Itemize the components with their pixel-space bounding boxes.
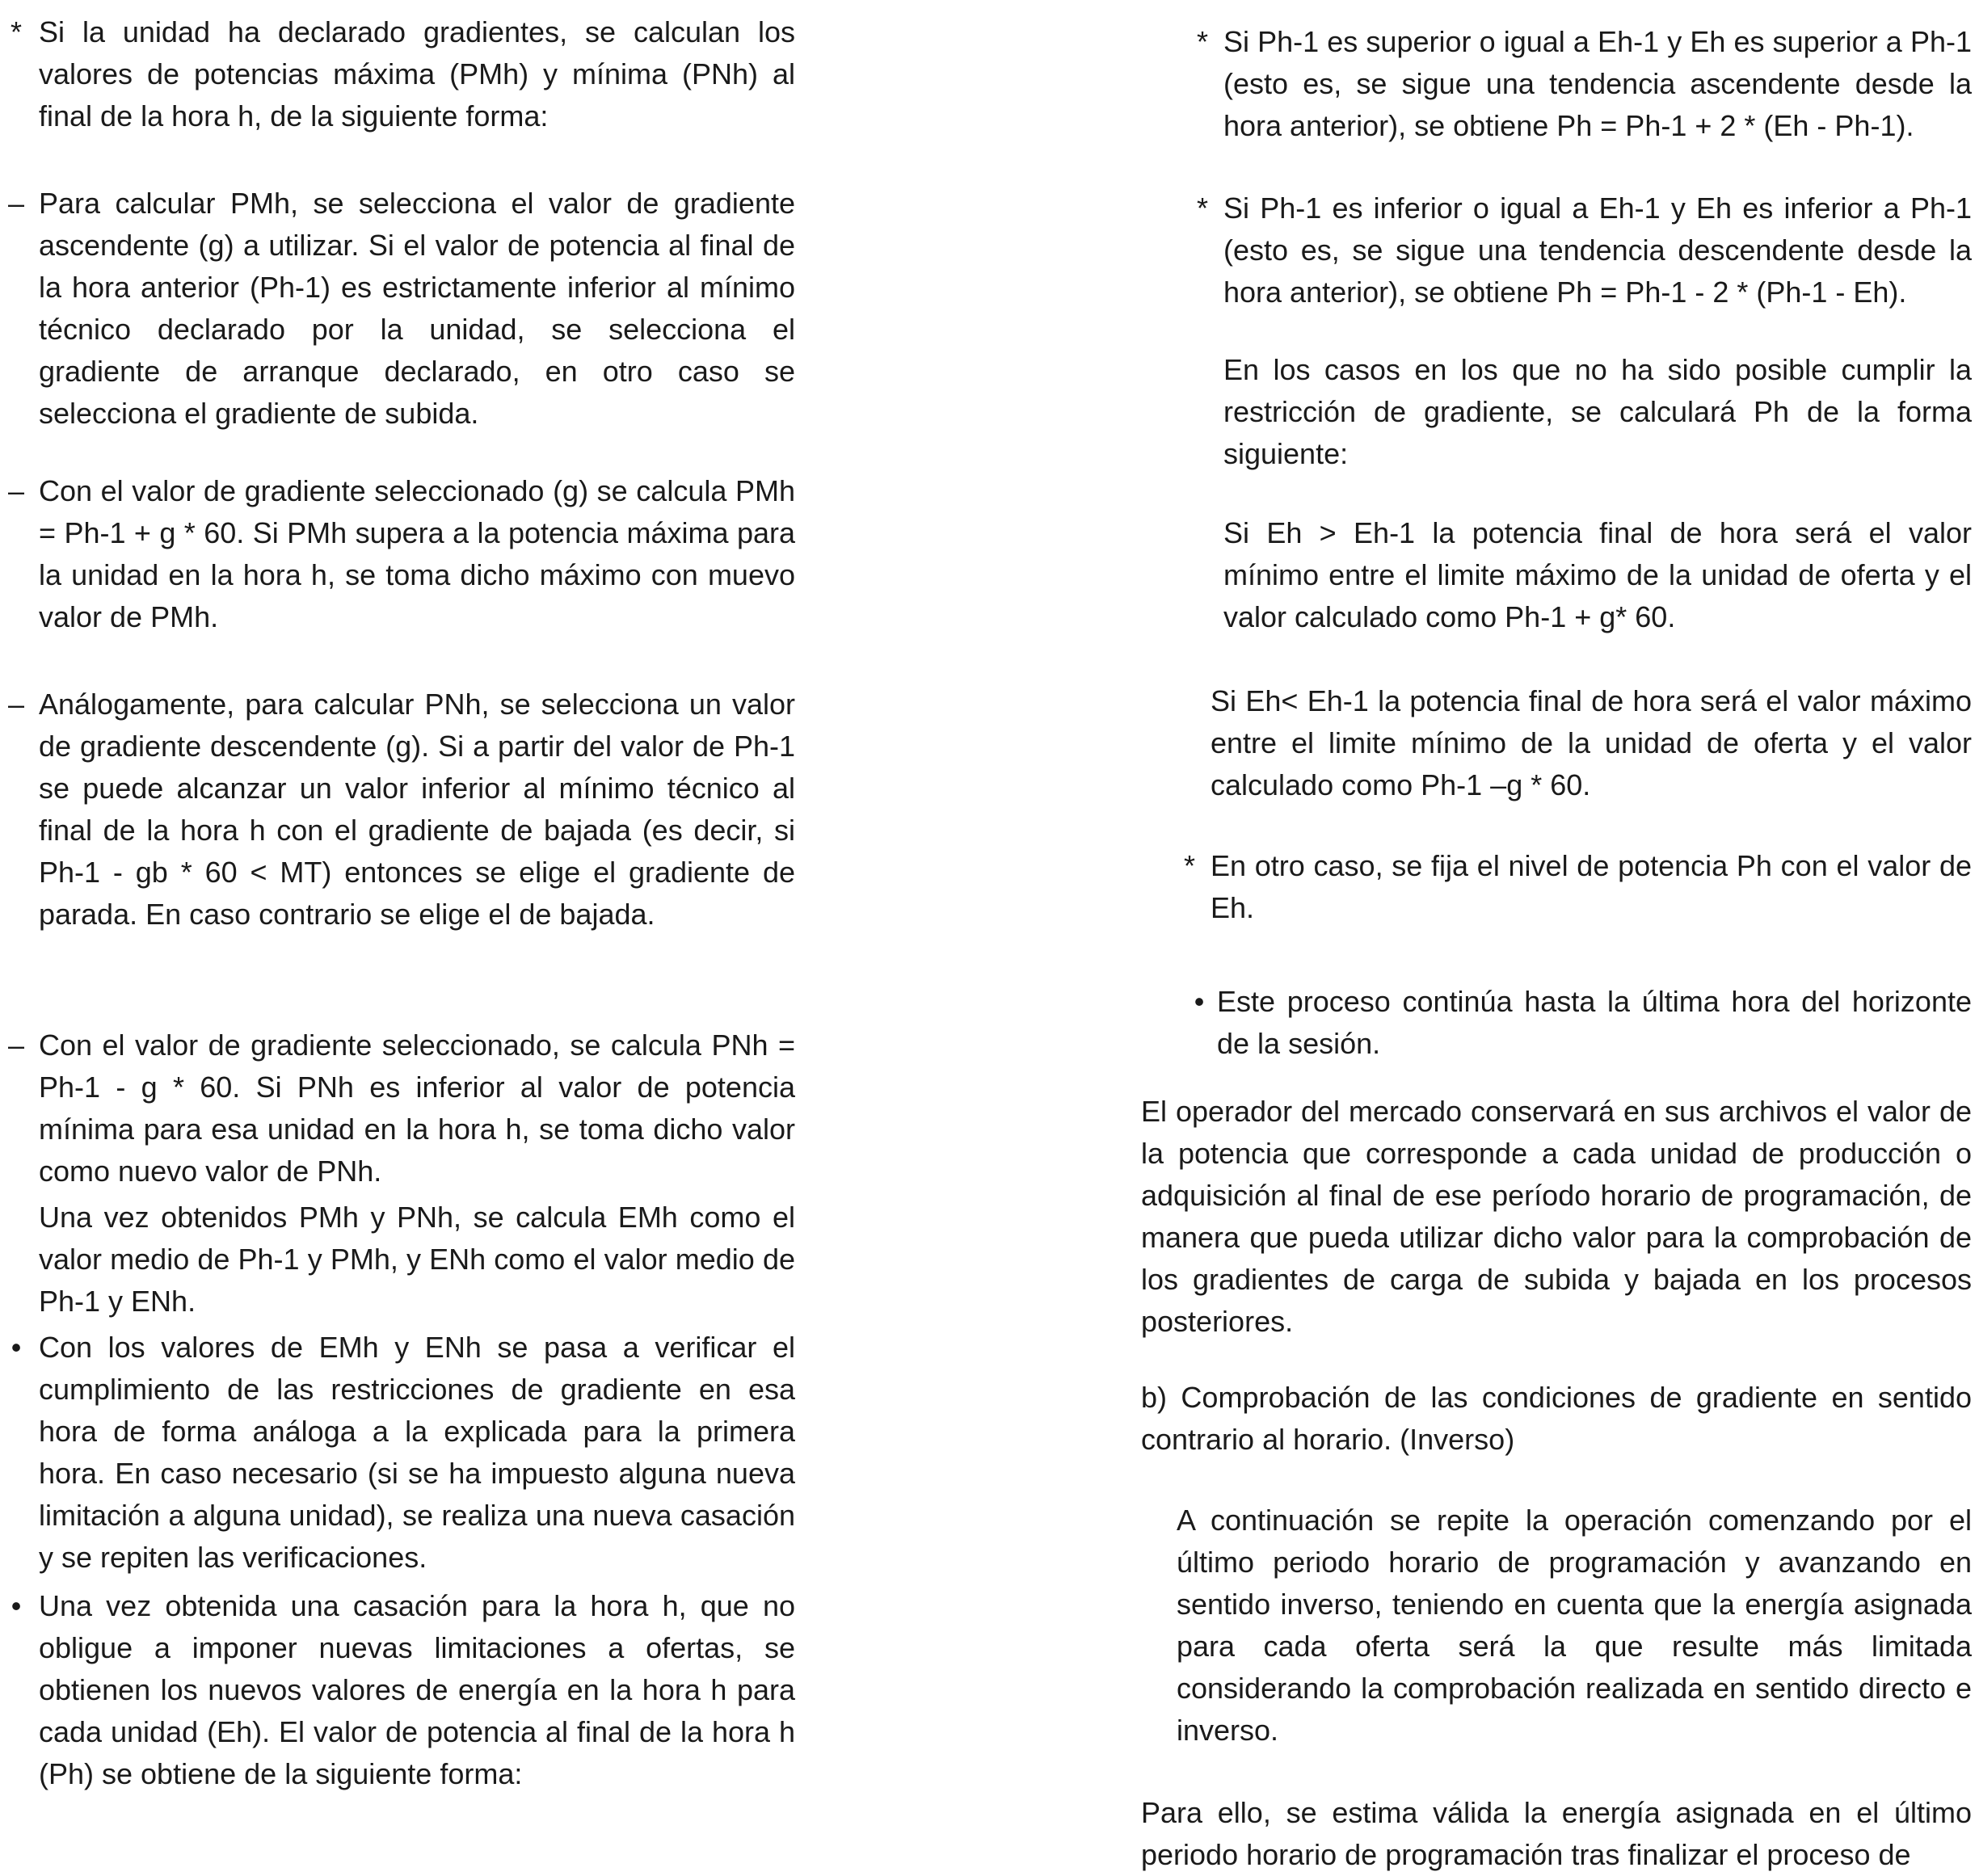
asterisk-bullet-icon: * <box>1196 191 1208 225</box>
right-paragraph-5: Si Eh< Eh-1 la potencia final de hora será el valor máximo entre el limite mínimo de la unidad de oferta y el valor calculado como Ph-1 –g * 60. <box>1211 684 1972 801</box>
right-paragraph-1: Si Ph-1 es superior o igual a Eh-1 y Eh es superior a Ph-1 (esto es, se sigue una tendencia ascendente desde la hora anterior), se obtiene Ph = Ph-1 + 2 * (Eh - Ph-1). <box>1223 25 1972 142</box>
left-paragraph-8: Una vez obtenida una casación para la hora h, que no obligue a imponer nuevas limitaciones a ofertas, se obtienen los nuevos valores de energía en la hora h para cada unidad (Eh). El valor de potencia al final de la hora h (Ph) se obtiene de la siguiente forma: <box>39 1589 795 1790</box>
dash-bullet-icon: – <box>7 187 25 220</box>
left-paragraph-3: Con el valor de gradiente seleccionado (g) se calcula PMh = Ph-1 + g * 60. Si PMh supera a la potencia máxima para la unidad en la hora h, se toma dicho máximo con muevo valor de PMh. <box>39 474 795 633</box>
section-heading-b: b) Comprobación de las condiciones de gradiente en sentido contrario al horario. (Inverso) <box>1141 1381 1972 1456</box>
right-paragraph-4: Si Eh > Eh-1 la potencia final de hora será el valor mínimo entre el limite máximo de la unidad de oferta y el valor calculado como Ph-1 + g* 60. <box>1223 516 1972 633</box>
left-paragraph-4: Análogamente, para calcular PNh, se selecciona un valor de gradiente descendente (g). Si a partir del valor de Ph-1 se puede alcanzar un valor inferior al mínimo técnico al final de la hora h con el gradiente de bajada (es decir, si Ph-1 - gb * 60 < MT) entonces se elige el gradiente de parada. En caso contrario se elige el de bajada. <box>39 688 795 931</box>
dash-bullet-icon: – <box>7 474 25 507</box>
dash-bullet-icon: – <box>7 688 25 721</box>
dot-bullet-icon: • <box>11 1589 22 1622</box>
right-paragraph-7: Este proceso continúa hasta la última hora del horizonte de la sesión. <box>1217 985 1972 1060</box>
right-paragraph-2: Si Ph-1 es inferior o igual a Eh-1 y Eh es inferior a Ph-1 (esto es, se sigue una tendencia descendente desde la hora anterior), se obtiene Ph = Ph-1 - 2 * (Ph-1 - Eh). <box>1223 191 1972 309</box>
asterisk-bullet-icon: * <box>1196 25 1208 58</box>
asterisk-bullet-icon: * <box>10 15 22 48</box>
left-paragraph-5: Con el valor de gradiente seleccionado, se calcula PNh = Ph-1 - g * 60. Si PNh es inferior al valor de potencia mínima para esa unidad en la hora h, se toma dicho valor como nuevo valor de PNh. <box>39 1028 795 1188</box>
right-paragraph-10: A continuación se repite la operación comenzando por el último periodo horario de programación y avanzando en sentido inverso, teniendo en cuenta que la energía asignada para cada oferta será la que resulte más limitada considerando la comprobación realizada en sentido directo e inverso. <box>1177 1504 1972 1747</box>
right-paragraph-3: En los casos en los que no ha sido posible cumplir la restricción de gradiente, se calculará Ph de la forma siguiente: <box>1223 353 1972 470</box>
left-paragraph-7: Con los valores de EMh y ENh se pasa a verificar el cumplimiento de las restricciones de gradiente en esa hora de forma análoga a la explicada para la primera hora. En caso necesario (si se ha impuesto alguna nueva limitación a alguna unidad), se realiza una nueva casación y se repiten las verificaciones. <box>39 1331 795 1574</box>
right-paragraph-11: Para ello, se estima válida la energía asignada en el último periodo horario de programación tras finalizar el proceso de <box>1141 1796 1972 1871</box>
left-paragraph-2: Para calcular PMh, se selecciona el valor de gradiente ascendente (g) a utilizar. Si el valor de potencia al final de la hora anterior (Ph-1) es estrictamente inferior al mínimo técnico declarado por la unidad, se selecciona el gradiente de arranque declarado, en otro caso se selecciona el gradiente de subida. <box>39 187 795 430</box>
left-paragraph-1: Si la unidad ha declarado gradientes, se calculan los valores de potencias máxima (PMh) y mínima (PNh) al final de la hora h, de la siguiente forma: <box>39 15 795 132</box>
right-paragraph-6: En otro caso, se fija el nivel de potencia Ph con el valor de Eh. <box>1211 849 1972 924</box>
right-paragraph-8: El operador del mercado conservará en sus archivos el valor de la potencia que corresponde a cada unidad de producción o adquisición al final de ese período horario de programación, de manera que pueda utilizar dicho valor para la comprobación de los gradientes de carga de subida y bajada en los procesos posteriores. <box>1141 1095 1972 1338</box>
asterisk-bullet-icon: * <box>1183 849 1195 882</box>
dot-bullet-icon: • <box>11 1331 22 1364</box>
dot-bullet-icon: • <box>1194 985 1205 1018</box>
left-paragraph-6: Una vez obtenidos PMh y PNh, se calcula EMh como el valor medio de Ph-1 y PMh, y ENh como el valor medio de Ph-1 y ENh. <box>39 1201 795 1318</box>
dash-bullet-icon: – <box>7 1028 25 1062</box>
